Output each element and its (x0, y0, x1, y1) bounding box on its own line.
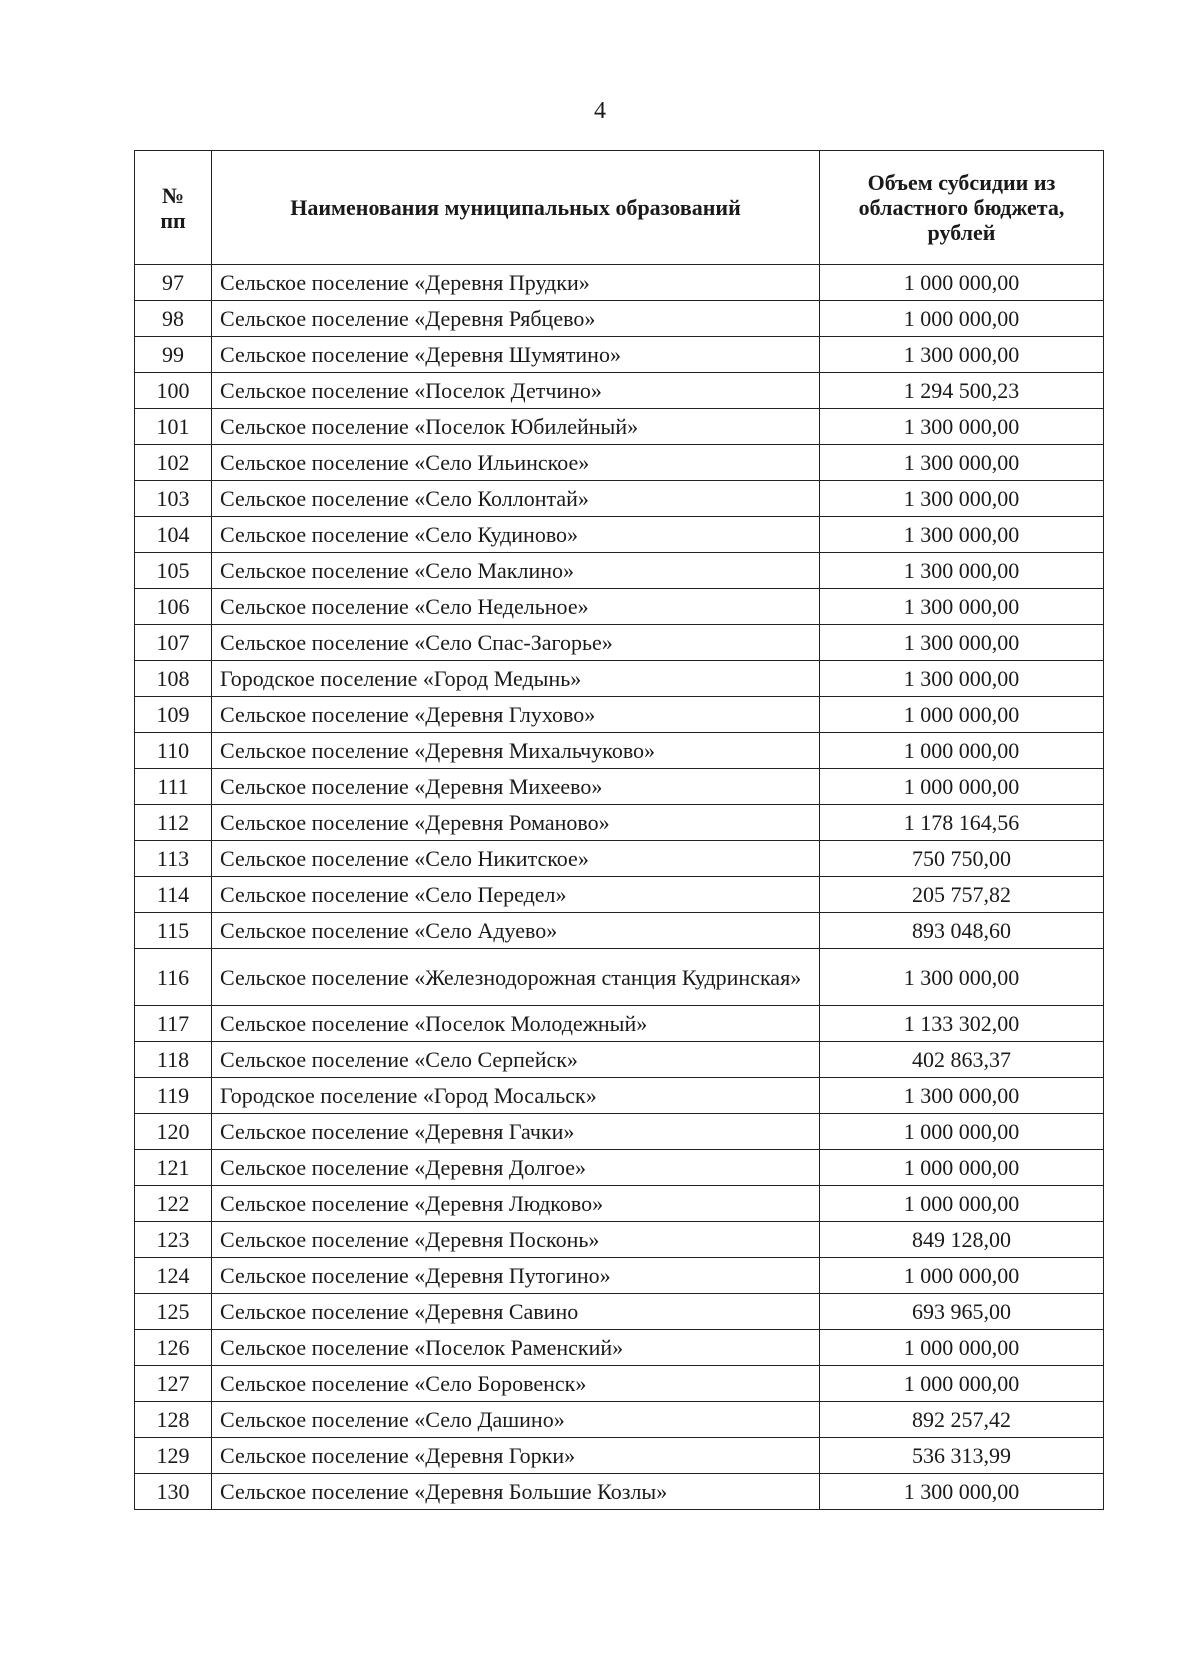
subsidy-amount-cell: 1 000 000,00 (820, 1150, 1104, 1186)
subsidy-amount-cell: 1 294 500,23 (820, 373, 1104, 409)
page-number: 4 (594, 98, 606, 124)
municipality-name-cell: Сельское поселение «Село Недельное» (212, 589, 820, 625)
row-number-cell: 97 (135, 265, 212, 301)
row-number-cell: 118 (135, 1042, 212, 1078)
row-number-cell: 130 (135, 1474, 212, 1510)
row-number-cell: 124 (135, 1258, 212, 1294)
row-number-cell: 127 (135, 1366, 212, 1402)
subsidy-amount-cell: 1 300 000,00 (820, 589, 1104, 625)
subsidy-amount-cell: 536 313,99 (820, 1438, 1104, 1474)
table-row (135, 517, 1104, 553)
subsidy-amount-cell: 1 300 000,00 (820, 949, 1104, 1006)
subsidy-amount-cell: 849 128,00 (820, 1222, 1104, 1258)
row-number-cell: 113 (135, 841, 212, 877)
municipality-name-cell: Сельское поселение «Село Адуево» (212, 913, 820, 949)
row-number-cell: 101 (135, 409, 212, 445)
table-row (135, 877, 1104, 913)
table-row (135, 1438, 1104, 1474)
table-row (135, 1402, 1104, 1438)
subsidy-amount-cell: 1 300 000,00 (820, 481, 1104, 517)
subsidy-amount-cell: 1 300 000,00 (820, 517, 1104, 553)
municipality-name-cell: Сельское поселение «Поселок Молодежный» (212, 1006, 820, 1042)
row-number-cell: 120 (135, 1114, 212, 1150)
table-row (135, 1186, 1104, 1222)
row-number-cell: 119 (135, 1078, 212, 1114)
row-number-cell: 98 (135, 301, 212, 337)
municipality-name-cell: Городское поселение «Город Мосальск» (212, 1078, 820, 1114)
row-number-cell: 99 (135, 337, 212, 373)
table-row (135, 1078, 1104, 1114)
subsidy-amount-cell: 1 178 164,56 (820, 805, 1104, 841)
municipality-name-cell: Сельское поселение «Деревня Долгое» (212, 1150, 820, 1186)
subsidy-amount-cell: 205 757,82 (820, 877, 1104, 913)
header-row (135, 151, 1104, 265)
table-row (135, 1006, 1104, 1042)
subsidy-amount-cell: 1 000 000,00 (820, 265, 1104, 301)
row-number-cell: 117 (135, 1006, 212, 1042)
table-row (135, 409, 1104, 445)
table-row (135, 1258, 1104, 1294)
subsidy-amount-cell: 893 048,60 (820, 913, 1104, 949)
subsidy-amount-cell: 1 300 000,00 (820, 1474, 1104, 1510)
municipality-name-cell: Сельское поселение «Поселок Раменский» (212, 1330, 820, 1366)
municipality-name-cell: Сельское поселение «Деревня Михеево» (212, 769, 820, 805)
municipality-name-cell: Сельское поселение «Деревня Гачки» (212, 1114, 820, 1150)
municipality-name-cell: Сельское поселение «Деревня Шумятино» (212, 337, 820, 373)
row-number-cell: 102 (135, 445, 212, 481)
municipality-name-cell: Сельское поселение «Село Боровенск» (212, 1366, 820, 1402)
header-subsidy-amount: Объем субсидии из областного бюджета, рублей (820, 151, 1104, 265)
table-row (135, 1294, 1104, 1330)
table-row (135, 589, 1104, 625)
municipality-name-cell: Сельское поселение «Деревня Путогино» (212, 1258, 820, 1294)
subsidy-amount-cell: 1 300 000,00 (820, 625, 1104, 661)
table-row (135, 769, 1104, 805)
table-body (135, 265, 1104, 1510)
municipality-name-cell: Сельское поселение «Деревня Посконь» (212, 1222, 820, 1258)
municipality-name-cell: Сельское поселение «Село Коллонтай» (212, 481, 820, 517)
subsidy-amount-cell: 1 133 302,00 (820, 1006, 1104, 1042)
subsidy-amount-cell: 1 000 000,00 (820, 1366, 1104, 1402)
table-row (135, 301, 1104, 337)
subsidy-amount-cell: 1 000 000,00 (820, 1330, 1104, 1366)
table-row (135, 481, 1104, 517)
subsidy-amount-cell: 1 000 000,00 (820, 769, 1104, 805)
table-row (135, 337, 1104, 373)
table-row (135, 913, 1104, 949)
subsidy-amount-cell: 1 300 000,00 (820, 1078, 1104, 1114)
header-number: № пп (135, 151, 212, 265)
subsidy-amount-cell: 1 000 000,00 (820, 733, 1104, 769)
row-number-cell: 107 (135, 625, 212, 661)
table-row (135, 1150, 1104, 1186)
table-row (135, 733, 1104, 769)
subsidy-amount-cell: 1 000 000,00 (820, 1186, 1104, 1222)
table-header (135, 151, 1104, 265)
municipality-name-cell: Сельское поселение «Село Ильинское» (212, 445, 820, 481)
municipality-name-cell: Сельское поселение «Деревня Романово» (212, 805, 820, 841)
municipality-name-cell: Сельское поселение «Поселок Детчино» (212, 373, 820, 409)
municipality-name-cell: Сельское поселение «Село Никитское» (212, 841, 820, 877)
table-row (135, 625, 1104, 661)
municipality-name-cell: Сельское поселение «Железнодорожная станция Кудринская» (212, 949, 820, 1006)
row-number-cell: 106 (135, 589, 212, 625)
row-number-cell: 121 (135, 1150, 212, 1186)
row-number-cell: 116 (135, 949, 212, 1006)
row-number-cell: 112 (135, 805, 212, 841)
row-number-cell: 114 (135, 877, 212, 913)
table-row (135, 1330, 1104, 1366)
municipality-name-cell: Сельское поселение «Деревня Людково» (212, 1186, 820, 1222)
row-number-cell: 109 (135, 697, 212, 733)
table-row (135, 805, 1104, 841)
table-row (135, 1042, 1104, 1078)
row-number-cell: 110 (135, 733, 212, 769)
municipality-name-cell: Сельское поселение «Село Маклино» (212, 553, 820, 589)
table-row (135, 697, 1104, 733)
table-row (135, 553, 1104, 589)
table-row (135, 1222, 1104, 1258)
row-number-cell: 123 (135, 1222, 212, 1258)
row-number-cell: 128 (135, 1402, 212, 1438)
row-number-cell: 111 (135, 769, 212, 805)
subsidy-amount-cell: 1 300 000,00 (820, 445, 1104, 481)
subsidy-amount-cell: 1 300 000,00 (820, 337, 1104, 373)
row-number-cell: 115 (135, 913, 212, 949)
row-number-cell: 100 (135, 373, 212, 409)
municipality-name-cell: Сельское поселение «Деревня Савино (212, 1294, 820, 1330)
municipality-name-cell: Сельское поселение «Село Кудиново» (212, 517, 820, 553)
subsidy-amount-cell: 402 863,37 (820, 1042, 1104, 1078)
subsidy-amount-cell: 1 000 000,00 (820, 1114, 1104, 1150)
municipality-name-cell: Сельское поселение «Деревня Прудки» (212, 265, 820, 301)
table-row (135, 1474, 1104, 1510)
subsidy-amount-cell: 1 300 000,00 (820, 661, 1104, 697)
subsidy-amount-cell: 1 000 000,00 (820, 1258, 1104, 1294)
row-number-cell: 103 (135, 481, 212, 517)
subsidy-amount-cell: 750 750,00 (820, 841, 1104, 877)
row-number-cell: 122 (135, 1186, 212, 1222)
municipality-name-cell: Сельское поселение «Село Передел» (212, 877, 820, 913)
subsidy-amount-cell: 1 000 000,00 (820, 697, 1104, 733)
row-number-cell: 104 (135, 517, 212, 553)
row-number-cell: 108 (135, 661, 212, 697)
row-number-cell: 105 (135, 553, 212, 589)
table-row (135, 841, 1104, 877)
municipality-name-cell: Сельское поселение «Деревня Большие Козлы» (212, 1474, 820, 1510)
row-number-cell: 129 (135, 1438, 212, 1474)
municipality-name-cell: Сельское поселение «Поселок Юбилейный» (212, 409, 820, 445)
row-number-cell: 125 (135, 1294, 212, 1330)
municipality-name-cell: Городское поселение «Город Медынь» (212, 661, 820, 697)
header-municipality-name: Наименования муниципальных образований (212, 151, 820, 265)
subsidy-amount-cell: 693 965,00 (820, 1294, 1104, 1330)
subsidy-amount-cell: 1 300 000,00 (820, 409, 1104, 445)
subsidy-table (134, 150, 1104, 1510)
table-row (135, 265, 1104, 301)
table-row (135, 1114, 1104, 1150)
row-number-cell: 126 (135, 1330, 212, 1366)
subsidy-amount-cell: 1 300 000,00 (820, 553, 1104, 589)
table-row (135, 445, 1104, 481)
municipality-name-cell: Сельское поселение «Деревня Рябцево» (212, 301, 820, 337)
subsidy-amount-cell: 892 257,42 (820, 1402, 1104, 1438)
municipality-name-cell: Сельское поселение «Деревня Михальчуково» (212, 733, 820, 769)
table-row (135, 949, 1104, 1006)
municipality-name-cell: Сельское поселение «Село Дашино» (212, 1402, 820, 1438)
table-row (135, 661, 1104, 697)
table-row (135, 1366, 1104, 1402)
municipality-name-cell: Сельское поселение «Деревня Горки» (212, 1438, 820, 1474)
subsidy-amount-cell: 1 000 000,00 (820, 301, 1104, 337)
table-row (135, 373, 1104, 409)
municipality-name-cell: Сельское поселение «Село Спас-Загорье» (212, 625, 820, 661)
municipality-name-cell: Сельское поселение «Село Серпейск» (212, 1042, 820, 1078)
municipality-name-cell: Сельское поселение «Деревня Глухово» (212, 697, 820, 733)
